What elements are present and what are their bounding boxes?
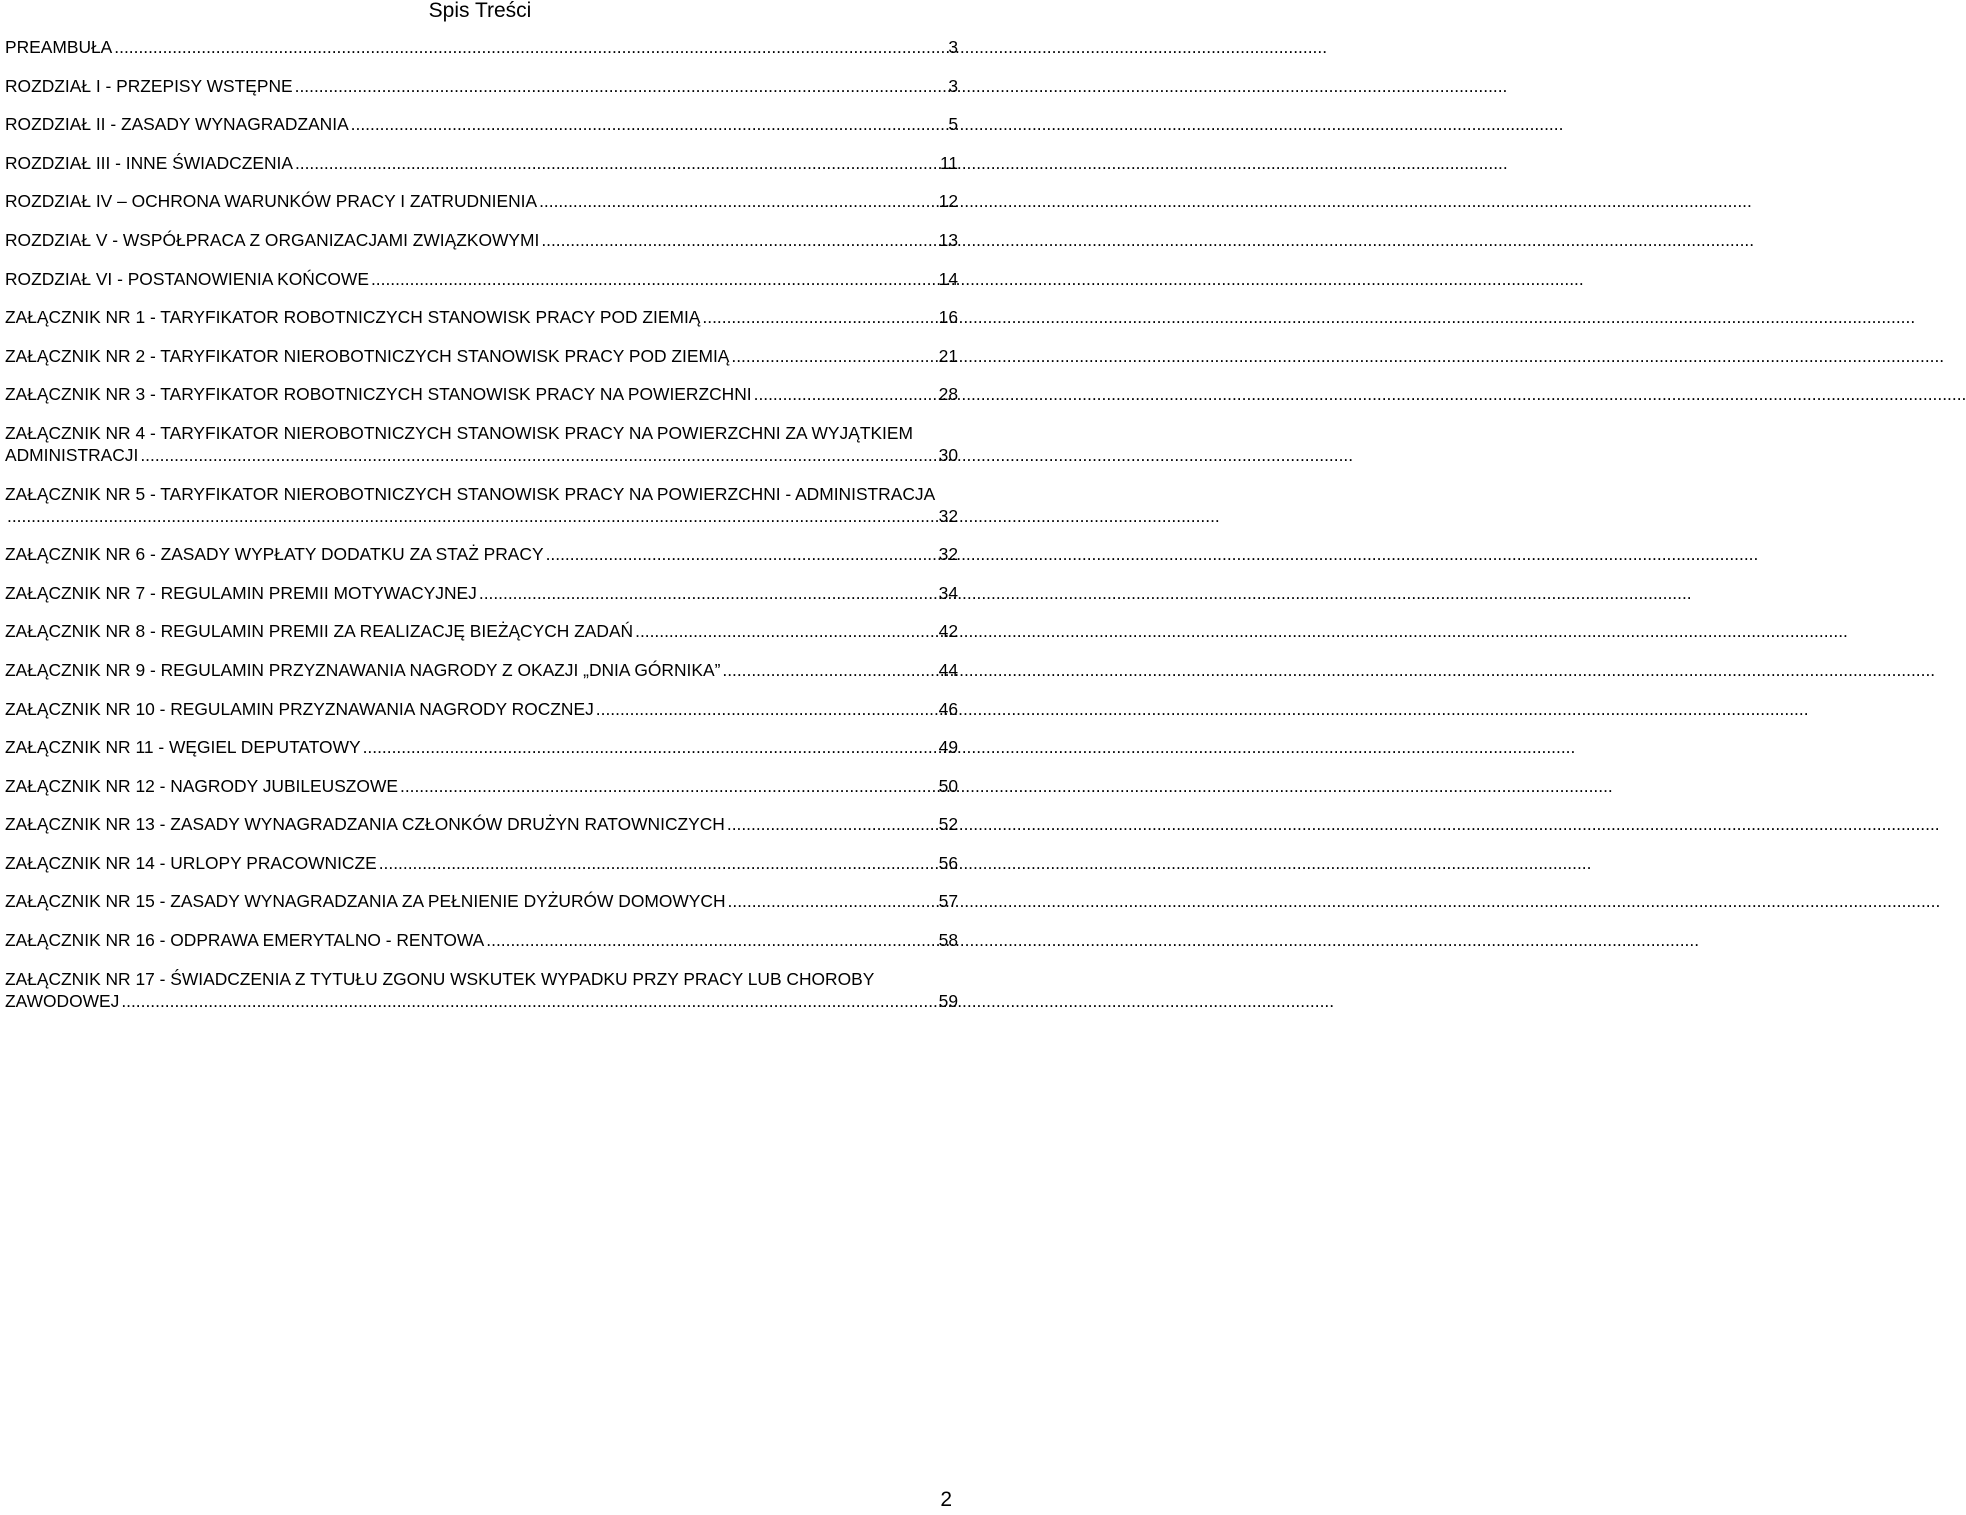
toc-entry-title: ZAŁĄCZNIK NR 10 - REGULAMIN PRZYZNAWANIA NAGRODY ROCZNEJ — [5, 698, 594, 719]
toc-entry-zalacznik-8[interactable] — [5, 620, 958, 642]
toc-leader-dots — [635, 620, 937, 642]
toc-entry-page: 28 — [938, 384, 958, 405]
page-number: 2 — [940, 1488, 952, 1511]
toc-leader-dots — [121, 990, 936, 1012]
toc-entry-title: ZAŁĄCZNIK NR 7 - REGULAMIN PREMII MOTYWACYJNEJ — [5, 582, 477, 603]
toc-entry-page: 42 — [938, 621, 958, 642]
toc-entry-page: 50 — [938, 775, 958, 796]
toc-entry-page: 21 — [938, 345, 958, 366]
toc-entry-title: ZAŁĄCZNIK NR 8 - REGULAMIN PREMII ZA REALIZACJĘ BIEŻĄCYCH ZADAŃ — [5, 621, 634, 642]
toc-entry-rozdzial-1[interactable] — [5, 75, 958, 97]
toc-entry-zalacznik-15[interactable] — [5, 890, 958, 912]
toc-entry-page: 12 — [938, 191, 958, 212]
toc-leader-dots — [371, 268, 937, 290]
toc-entry-rozdzial-2[interactable] — [5, 113, 958, 135]
toc-entry-page: 58 — [938, 930, 958, 951]
toc-entry-zalacznik-17[interactable] — [5, 968, 958, 1012]
toc-entry-page: 13 — [938, 229, 958, 250]
toc-entry-title: ZAŁĄCZNIK NR 3 - TARYFIKATOR ROBOTNICZYCH STANOWISK PRACY NA POWIERZCHNI — [5, 384, 752, 405]
table-of-contents — [5, 36, 958, 1028]
toc-leader-dots — [727, 813, 937, 835]
toc-leader-dots — [541, 229, 936, 251]
toc-entry-zalacznik-11[interactable] — [5, 736, 958, 758]
toc-entry-zalacznik-4[interactable] — [5, 422, 958, 466]
toc-entry-title-line2: ADMINISTRACJI — [5, 444, 139, 465]
toc-entry-page: 14 — [938, 268, 958, 289]
toc-leader-dots — [702, 306, 936, 328]
toc-entry-page: 16 — [938, 307, 958, 328]
toc-entry-page: 59 — [938, 990, 958, 1011]
toc-entry-title-line1: ZAŁĄCZNIK NR 5 - TARYFIKATOR NIEROBOTNICZYCH STANOWISK PRACY NA POWIERZCHNI - ADMINISTRACJA — [5, 483, 936, 504]
toc-entry-title: ZAŁĄCZNIK NR 6 - ZASADY WYPŁATY DODATKU ZA STAŻ PRACY — [5, 544, 544, 565]
toc-entry-zalacznik-7[interactable] — [5, 582, 958, 604]
toc-entry-zalacznik-9[interactable] — [5, 659, 958, 681]
toc-entry-title-line2: ZAWODOWEJ — [5, 990, 120, 1011]
toc-entry-title: ZAŁĄCZNIK NR 12 - NAGRODY JUBILEUSZOWE — [5, 775, 398, 796]
toc-leader-dots — [539, 190, 937, 212]
toc-entry-page: 44 — [938, 659, 958, 680]
toc-leader-dots — [400, 775, 937, 797]
toc-leader-dots — [486, 929, 936, 951]
toc-entry-title: ZAŁĄCZNIK NR 16 - ODPRAWA EMERYTALNO - RENTOWA — [5, 930, 485, 951]
toc-leader-dots — [363, 736, 937, 758]
toc-entry-title: ROZDZIAŁ II - ZASADY WYNAGRADZANIA — [5, 114, 349, 135]
toc-entry-title: ROZDZIAŁ I - PRZEPISY WSTĘPNE — [5, 75, 293, 96]
toc-entry-rozdzial-4[interactable] — [5, 190, 958, 212]
toc-leader-dots — [7, 505, 937, 527]
toc-entry-page: 56 — [938, 852, 958, 873]
toc-entry-page: 52 — [938, 814, 958, 835]
toc-entry-page: 46 — [938, 698, 958, 719]
toc-entry-title: ZAŁĄCZNIK NR 14 - URLOPY PRACOWNICZE — [5, 852, 377, 873]
toc-entry-page: 30 — [938, 444, 958, 465]
toc-entry-title: ZAŁĄCZNIK NR 9 - REGULAMIN PRZYZNAWANIA NAGRODY Z OKAZJI „DNIA GÓRNIKA” — [5, 659, 721, 680]
toc-entry-zalacznik-16[interactable] — [5, 929, 958, 951]
toc-entry-zalacznik-2[interactable] — [5, 345, 958, 367]
toc-entry-title: ZAŁĄCZNIK NR 11 - WĘGIEL DEPUTATOWY — [5, 737, 361, 758]
page-title: Spis Treści — [428, 0, 532, 22]
toc-leader-dots — [731, 345, 936, 367]
toc-entry-page: 34 — [938, 582, 958, 603]
toc-entry-rozdzial-6[interactable] — [5, 268, 958, 290]
toc-leader-dots — [351, 113, 947, 135]
toc-entry-zalacznik-10[interactable] — [5, 698, 958, 720]
toc-leader-dots — [728, 890, 937, 912]
toc-leader-dots — [479, 582, 937, 604]
toc-entry-title-line1: ZAŁĄCZNIK NR 17 - ŚWIADCZENIA Z TYTUŁU ZGONU WSKUTEK WYPADKU PRZY PRACY LUB CHOROBY — [5, 968, 875, 989]
toc-entry-title: ROZDZIAŁ IV – OCHRONA WARUNKÓW PRACY I ZATRUDNIENIA — [5, 191, 538, 212]
toc-entry-rozdzial-5[interactable] — [5, 229, 958, 251]
toc-entry-zalacznik-13[interactable] — [5, 813, 958, 835]
toc-entry-page: 49 — [938, 737, 958, 758]
toc-entry-zalacznik-12[interactable] — [5, 775, 958, 797]
toc-leader-dots — [295, 152, 938, 174]
toc-entry-title-line1: ZAŁĄCZNIK NR 4 - TARYFIKATOR NIEROBOTNICZYCH STANOWISK PRACY NA POWIERZCHNI ZA WYJĄTKIEM — [5, 422, 913, 443]
toc-leader-dots — [546, 543, 937, 565]
toc-entry-page: 57 — [938, 891, 958, 912]
toc-leader-dots — [722, 659, 936, 681]
toc-entry-title: ROZDZIAŁ III - INNE ŚWIADCZENIA — [5, 152, 293, 173]
toc-entry-title: PREAMBUŁA — [5, 37, 113, 57]
toc-leader-dots — [140, 444, 936, 466]
toc-leader-dots — [114, 36, 946, 58]
toc-leader-dots — [596, 698, 937, 720]
toc-entry-title: ZAŁĄCZNIK NR 13 - ZASADY WYNAGRADZANIA CZŁONKÓW DRUŻYN RATOWNICZYCH — [5, 814, 725, 835]
toc-entry-title: ZAŁĄCZNIK NR 2 - TARYFIKATOR NIEROBOTNICZYCH STANOWISK PRACY POD ZIEMIĄ — [5, 345, 730, 366]
toc-entry-page: 32 — [938, 505, 958, 526]
toc-entry-page: 3 — [948, 37, 958, 57]
toc-entry-page: 11 — [939, 152, 958, 173]
toc-entry-page: 5 — [948, 114, 958, 135]
toc-entry-title: ROZDZIAŁ V - WSPÓŁPRACA Z ORGANIZACJAMI ZWIĄZKOWYMI — [5, 229, 540, 250]
toc-leader-dots — [295, 75, 947, 97]
toc-entry-title: ZAŁĄCZNIK NR 15 - ZASADY WYNAGRADZANIA ZA PEŁNIENIE DYŻURÓW DOMOWYCH — [5, 891, 726, 912]
toc-entry-zalacznik-14[interactable] — [5, 852, 958, 874]
toc-entry-zalacznik-5[interactable] — [5, 483, 958, 527]
toc-entry-title: ROZDZIAŁ VI - POSTANOWIENIA KOŃCOWE — [5, 268, 369, 289]
toc-entry-rozdzial-3[interactable] — [5, 152, 958, 174]
toc-entry-title: ZAŁĄCZNIK NR 1 - TARYFIKATOR ROBOTNICZYCH STANOWISK PRACY POD ZIEMIĄ — [5, 307, 701, 328]
toc-entry-zalacznik-6[interactable] — [5, 543, 958, 565]
toc-entry-zalacznik-3[interactable] — [5, 383, 958, 405]
toc-leader-dots — [379, 852, 937, 874]
toc-entry-zalacznik-1[interactable] — [5, 306, 958, 328]
toc-leader-dots — [754, 383, 937, 405]
toc-entry-preambula[interactable] — [5, 36, 958, 58]
toc-entry-page: 32 — [938, 544, 958, 565]
toc-entry-page: 3 — [948, 75, 958, 96]
